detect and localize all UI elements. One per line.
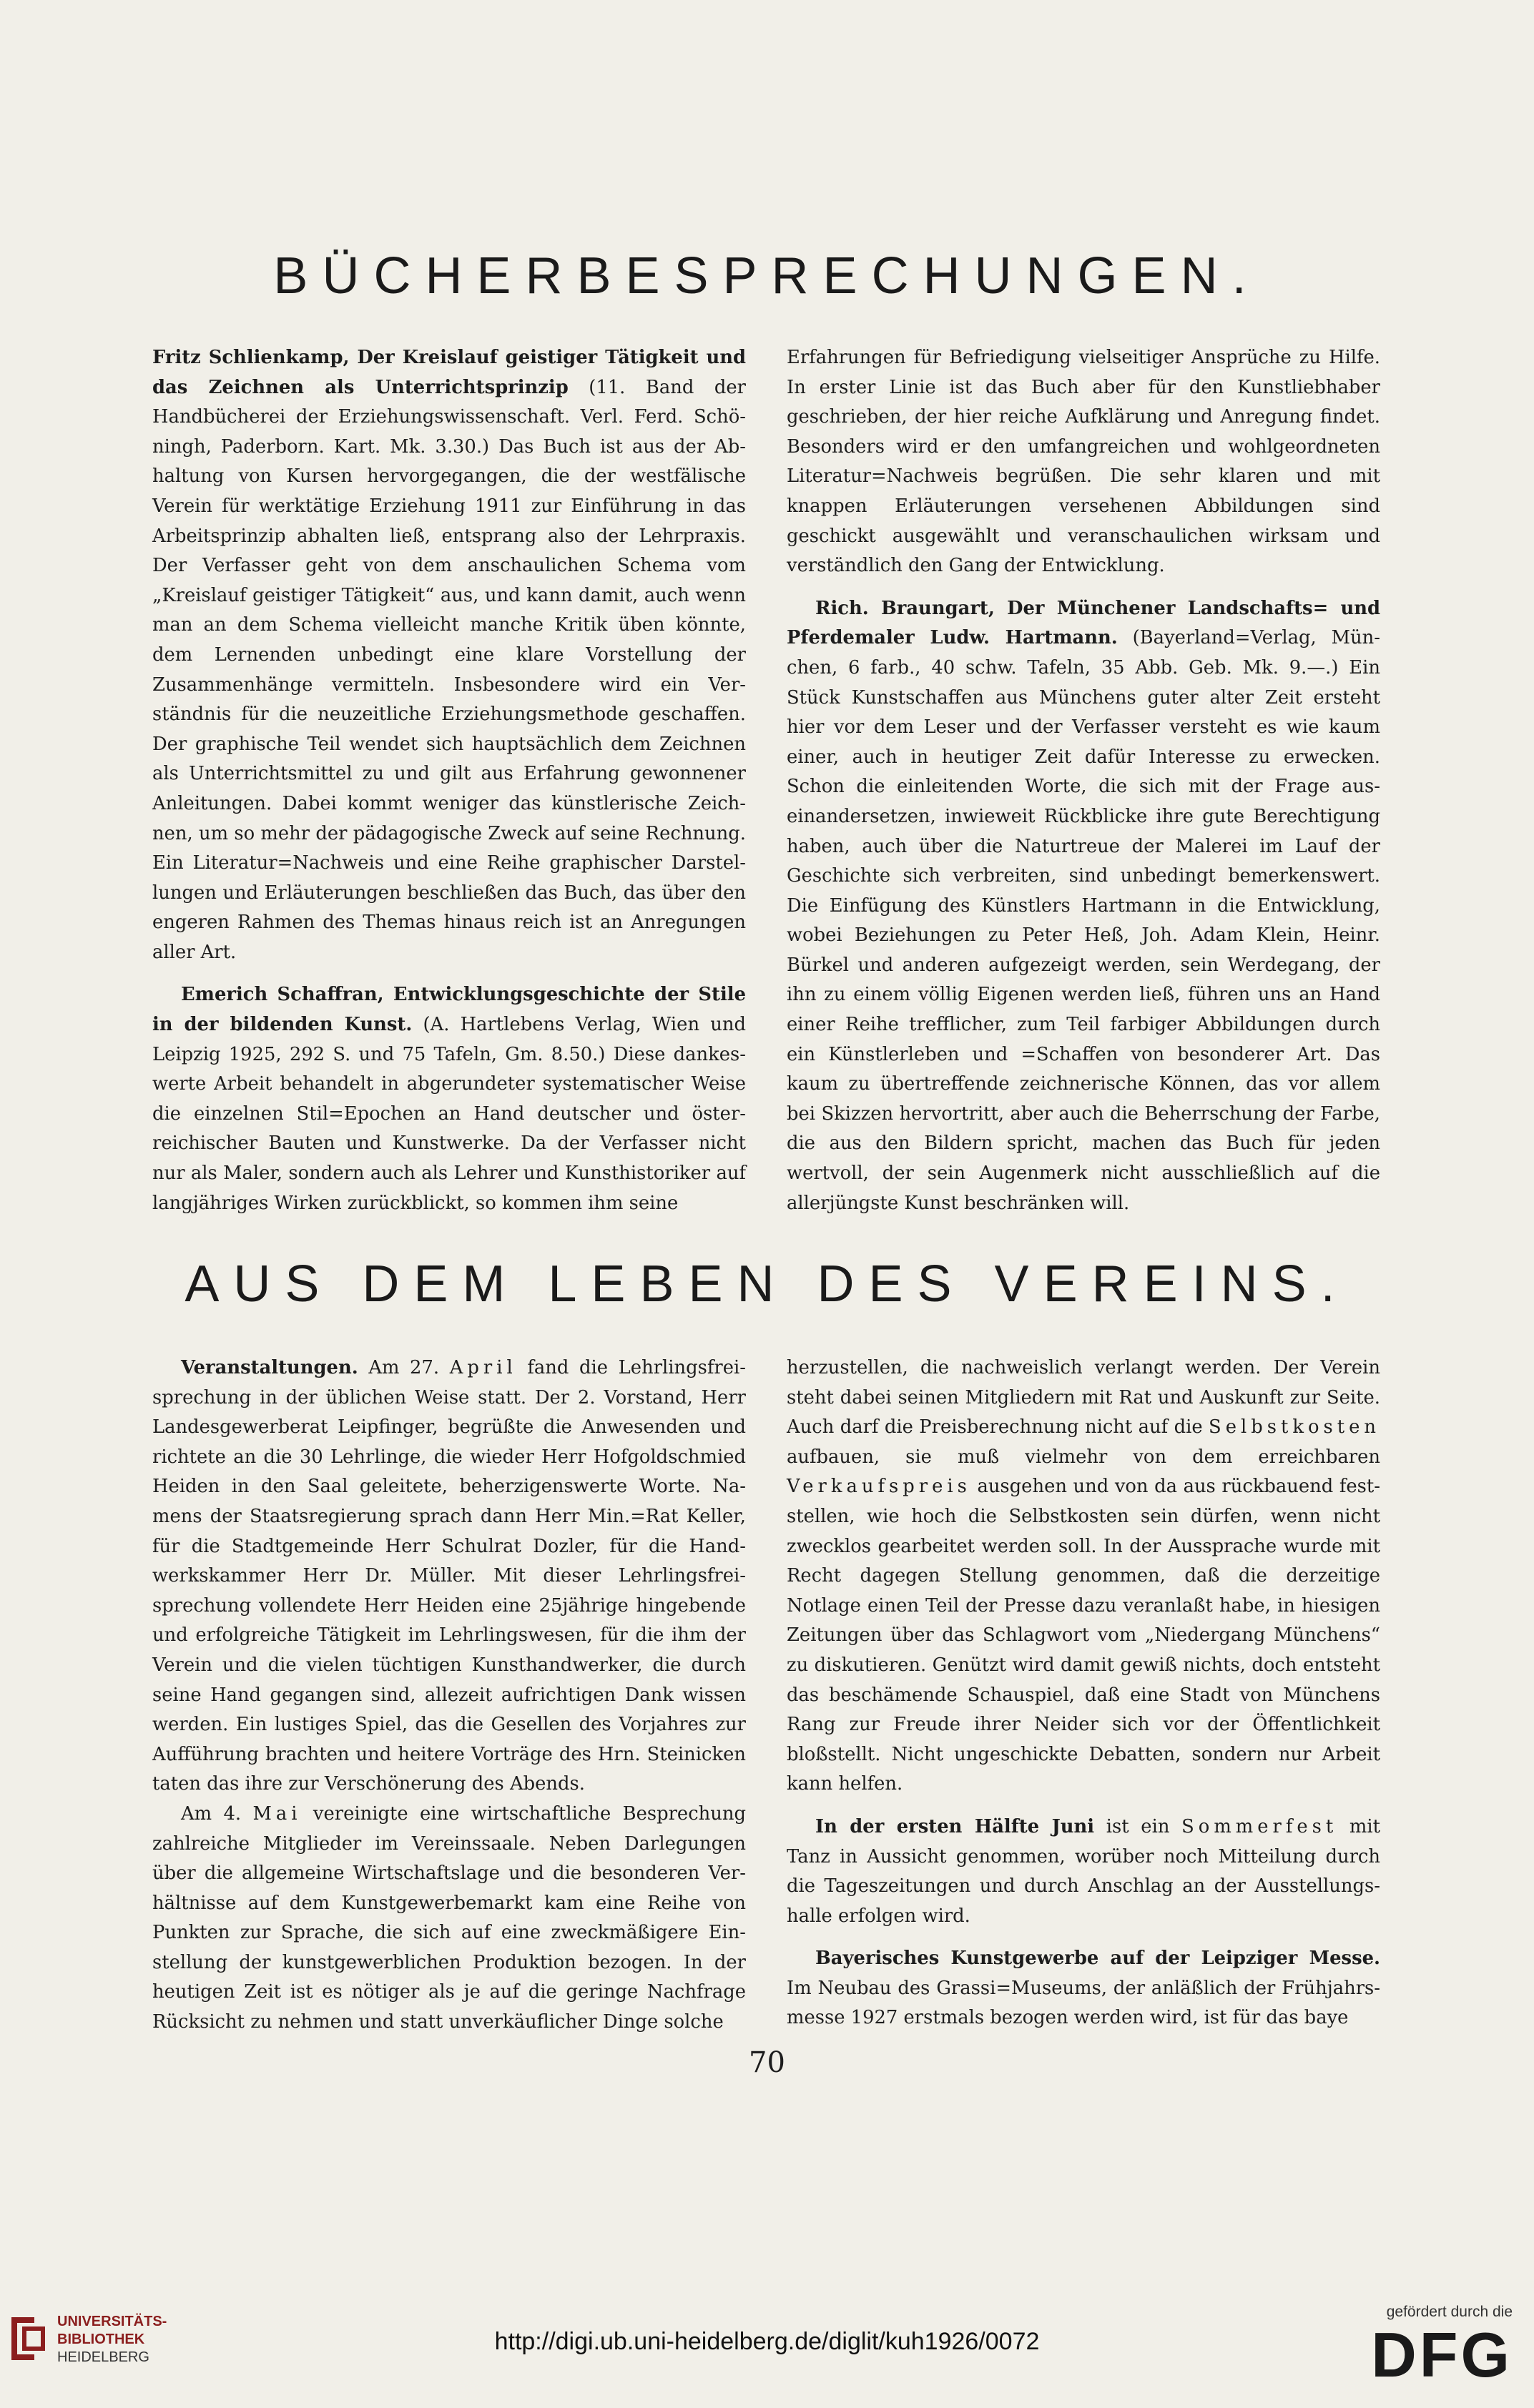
- column-right-club-news: [787, 1353, 1380, 2033]
- library-name-line: HEIDELBERG: [57, 2349, 149, 2365]
- review-title: Emerich Schaffran, Entwicklungsgeschichte der Stile in der bildenden Kunst.: [152, 984, 746, 1036]
- paragraph-lead: Bayerisches Kunstgewerbe auf der Leipziger Messe.: [815, 1948, 1380, 1970]
- text-run: herzustellen, die nachweislich verlangt werden. Der Verein steht dabei seinen Mitgliedern mit Rat und Auskunft zur Seite. Auch darf die Preisberechnung nicht auf die: [787, 1357, 1380, 1439]
- section-heading-book-reviews: BÜCHERBESPRECHUNGEN.: [273, 247, 1261, 305]
- paragraph-lead: Veranstaltungen.: [181, 1357, 358, 1378]
- column-left-club-news: [152, 1353, 746, 2038]
- paragraph-economic-meeting: [152, 1800, 746, 2038]
- text-run: fand die Lehrlingsfreisprechung in der üblichen Weise statt. Der 2. Vorstand, Herr Landesgewerberat Leipfinger, begrüßte die Anwesenden und richtete an die 30 Lehrlinge, die wieder Herr Hofgoldschmied Heiden in den Saal geleitete, beherzigenswerte Worte. Namens der Staatsregierung sprach dann Herr Min.=Rat Keller, für die Stadtgemeinde Herr Schulrat Dozler, für die Handwerkskammer Herr Dr. Müller. Mit dieser Lehrlingsfreisprechung vollendete Herr Heiden eine 25jährige hingebende und erfolgreiche Tätigkeit im Lehrlingswesen, für die ihm der Verein und die vielen tüchtigen Kunsthandwerker, die durch seine Hand gegangen sind, allezeit aufrichtigen Dank wissen werden. Ein lustiges Spiel, das die Gesellen des Vorjahres zur Aufführung brachten und heitere Vorträge des Hrn. Steinicken taten das ihre zur Verschönerung des Abends.: [152, 1357, 747, 1795]
- paragraph-leipzig-fair: [787, 1944, 1380, 2033]
- spaced-word: Mai: [252, 1802, 302, 1825]
- sponsor-block: [1341, 2304, 1513, 2389]
- library-name-line: BIBLIOTHEK: [57, 2331, 145, 2347]
- spaced-word: Verkaufspreis: [787, 1476, 971, 1498]
- review-body: (Bayerland=Verlag, München, 6 farb., 40 schw. Tafeln, 35 Abb. Geb. Mk. 9.—.) Ein Stück Kunstschaffen aus Münchens guter alter Zeit ersteht hier vor dem Leser und der Verfasser versteht es wie kaum einer, auch in heutiger Zeit dafür Interesse zu erwecken. Schon die einleitenden Worte, die sich mit der Frage auseinandersetzen, inwieweit Rückblicke ihre gute Berechtigung haben, auch über die Naturtreue der Malerei im Lauf der Geschichte sich verbreiten, sind unbedingt bemerkenswert. Die Einfügung des Künstlers Hartmann in die Entwicklung, wobei Beziehungen zu Peter Heß, Joh. Adam Klein, Heinr. Bürkel und anderen aufgezeigt werden, sein Werdegang, der ihn zu einem völlig Eigenen werden ließ, führen uns an Hand einer Reihe trefflicher, zum Teil farbiger Abbildungen durch ein Künstlerleben und =Schaffen von besonderer Art. Das kaum zu übertreffende zeichnerische Können, das vor allem bei Skizzen hervortritt, aber auch die Beherrschung der Farbe, die aus den Bildern spricht, machen das Buch für jeden wertvoll, der sein Augenmerk nicht ausschließlich auf die allerjüngste Kunst beschränken will.: [787, 627, 1380, 1214]
- spaced-word: April: [449, 1357, 517, 1378]
- review-body: (11. Band der Handbücherei der Erziehungswissenschaft. Verl. Ferd. Schöningh, Paderborn. Kart. Mk. 3.30.) Das Buch ist aus der Abhaltung von Kursen hervorgegangen, die der westfälische Verein für werktätige Erziehung 1911 zur Einführung in das Arbeitsprinzip abhalten ließ, entsprang also der Lehrpraxis. Der Verfasser geht von dem anschaulichen Schema vom „Kreislauf geistiger Tätigkeit“ aus, und kann damit, auch wenn man an dem Schema vielleicht manche Kritik üben könnte, dem Lernenden unbedingt eine klare Vorstellung der Zusammenhänge vermitteln. Insbesondere wird ein Verständnis für die neuzeitliche Erziehungsmethode geschaffen. Der graphische Teil wendet sich hauptsächlich dem Zeichnen als Unterrichtsmittel zu und gilt aus Erfahrung gewonnener Anleitungen. Dabei kommt weniger das künstlerische Zeichnen, um so mehr der pädagogische Zweck auf seine Rechnung. Ein Literatur=Nachweis und eine Reihe graphischer Darstellungen und Erläuterungen beschließen das Buch, das über den engeren Rahmen des Themas hinaus reich ist an Anregungen aller Art.: [152, 376, 746, 963]
- page-number: 70: [749, 2046, 785, 2079]
- text-run: Am 27.: [358, 1357, 450, 1378]
- paragraph-events: [152, 1353, 746, 1800]
- paragraph-economic-meeting-continued: [787, 1353, 1380, 1800]
- paragraph-summer-festival: [787, 1812, 1380, 1931]
- column-right-reviews: [787, 343, 1380, 1218]
- column-left-reviews: [152, 343, 746, 1218]
- source-url-link[interactable]: http://digi.ub.uni-heidelberg.de/diglit/kuh1926/0072: [494, 2328, 1040, 2355]
- review-body: (A. Hartlebens Verlag, Wien und Leipzig 1925, 292 S. und 75 Tafeln, Gm. 8.50.) Diese dankeswerte Arbeit behandelt in abgerundeter systematischer Weise die einzelnen Stil=Epochen an Hand deutscher und österreichischer Bauten und Kunstwerke. Da der Verfasser nicht nur als Maler, sondern auch als Lehrer und Kunsthistoriker auf langjähriges Wirken zurückblickt, so kommen ihm seine: [152, 1014, 746, 1214]
- sponsor-note: gefördert durch die: [1386, 2304, 1513, 2320]
- spaced-word: Selbstkosten: [1209, 1416, 1380, 1439]
- review-title: Fritz Schlienkamp, Der Kreislauf geistiger Tätigkeit und das Zeichnen als Unterrichtsprinzip: [152, 347, 746, 398]
- text-run: Im Neubau des Grassi=Museums, der anläßlich der Frühjahrsmesse 1927 erstmals bezogen werden wird, ist für das baye: [787, 1977, 1380, 2029]
- text-run: aufbauen, sie muß vielmehr von dem erreichbaren: [787, 1446, 1380, 1468]
- review-braungart: [787, 594, 1380, 1218]
- text-run: Am 4.: [181, 1802, 253, 1825]
- review-title: Rich. Braungart, Der Münchener Landschafts= und Pferdemaler Ludw. Hartmann.: [787, 597, 1380, 649]
- text-run: mit Tanz in Aussicht genommen, worüber noch Mitteilung durch die Tageszeitungen und durch Anschlag an der Ausstellungshalle erfolgen wird.: [787, 1815, 1381, 1927]
- text-run: ist ein: [1094, 1815, 1182, 1837]
- section-heading-club-news: AUS DEM LEBEN DES VEREINS.: [185, 1255, 1349, 1313]
- library-name-line: UNIVERSITÄTS-: [57, 2314, 167, 2329]
- paragraph-lead: In der ersten Hälfte Juni: [815, 1815, 1095, 1837]
- review-schaffran-continued: Erfahrungen für Befriedigung vielseitiger Ansprüche zu Hilfe. In erster Linie ist das Buch aber für den Kunstliebhaber geschrieben, der hier reiche Aufklärung und Anregung findet. Besonders wird er den umfangreichen und wohlgeordneten Literatur=Nachweis begrüßen. Die sehr klaren und mit knappen Erläuterungen versehenen Abbildungen sind geschickt ausgewählt und veranschaulichen wirksam und verständlich den Gang der Entwicklung.: [787, 347, 1380, 577]
- text-run: ausgehen und von da aus rückbauend feststellen, wie hoch die Selbstkosten sein dürfen, wenn nicht zwecklos gearbeitet werden soll. In der Aussprache wurde mit Recht dagegen Stellung genommen, daß die derzeitige Notlage einen Teil der Presse dazu veranlaßt habe, in hiesigen Zeitungen über das Schlagwort vom „Niedergang Münchens“ zu diskutieren. Genützt wird damit gewiß nichts, doch entsteht das beschämende Schauspiel, daß eine Stadt von Münchens Rang zur Freude ihrer Neider sich vor der Öffentlichkeit bloßstellt. Nicht ungeschickte Debatten, sondern nur Arbeit kann helfen.: [787, 1476, 1380, 1795]
- text-run: vereinigte eine wirtschaftliche Besprechung zahlreiche Mitglieder im Vereinssaale. Neben Darlegungen über die allgemeine Wirtschaftslage und die besonderen Verhältnisse auf dem Kunstgewerbemarkt kam eine Reihe von Punkten zur Sprache, die sich auf eine zweckmäßigere Einstellung der kunstgewerblichen Produktion bezogen. In der heutigen Zeit ist es nötiger als je auf die geringe Nachfrage Rücksicht zu nehmen und statt unverkäuflicher Dinge solche: [152, 1802, 747, 2033]
- review-schaffran: [152, 980, 746, 1218]
- review-schlienkamp: [152, 343, 746, 967]
- spaced-word: Sommerfest: [1181, 1815, 1338, 1837]
- dfg-logo[interactable]: DFG: [1371, 2319, 1513, 2390]
